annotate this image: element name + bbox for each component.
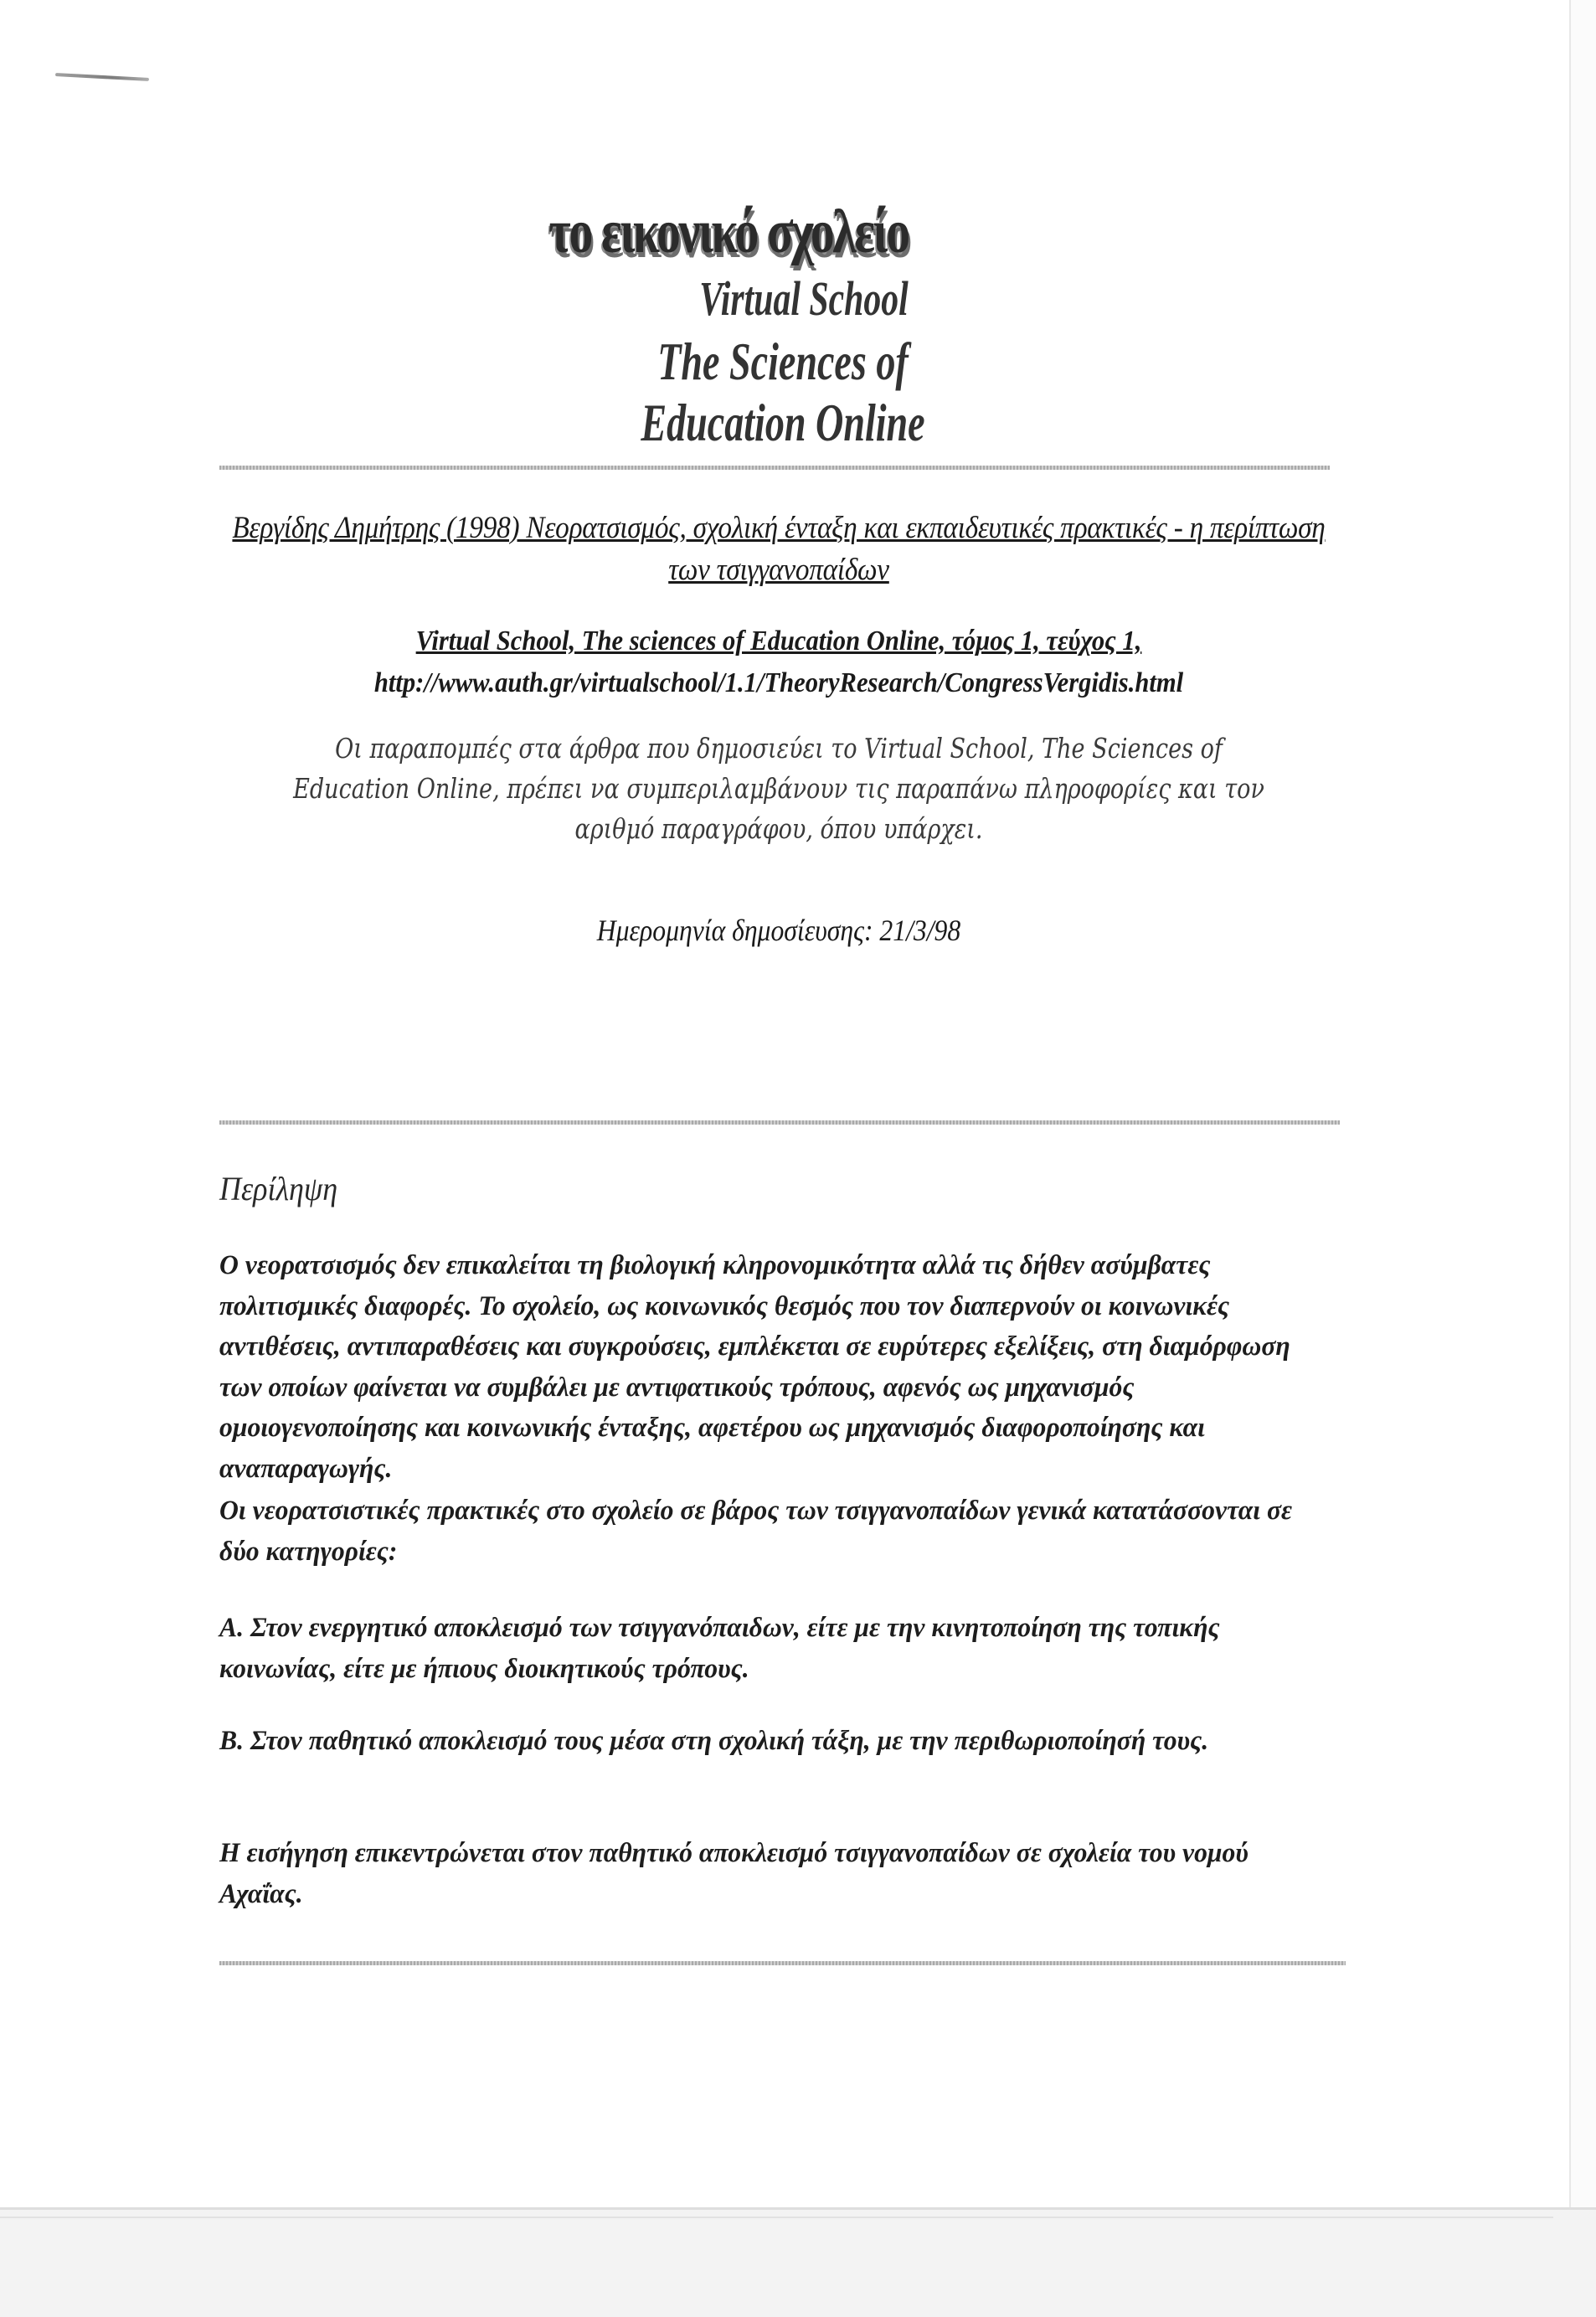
citation-notice: Οι παραπομπές στα άρθρα που δημοσιεύει το Virtual School, The Sciences of Education Online, πρέπει να συμπεριλαμβάνουν τις παραπάνω πληροφορίες και τον αριθμό παραγράφου, όπου υπάρχει. — [293, 732, 1264, 845]
journal-reference — [229, 620, 1329, 704]
article-url[interactable]: http://www.auth.gr/virtualschool/1.1/TheoryResearch/CongressVergidis.html — [373, 667, 1184, 698]
logo-greek-title: το εικονικό σχολείο — [548, 198, 909, 266]
logo-virtual-school: Virtual School — [699, 271, 909, 326]
citation-title: Βεργίδης Δημήτρης (1998) Νεορατσισμός, σχολική ένταξη και εκπαιδευτικές πρακτικές - η περίπτωση των τσιγγανοπαίδων — [232, 511, 1326, 587]
scan-artifact-mark — [55, 73, 149, 81]
abstract-heading: Περίληψη — [219, 1170, 338, 1207]
abstract-paragraph: Οι νεορατσιστικές πρακτικές στο σχολείο σε βάρος των τσιγγανοπαίδων γενικά κατατάσσονται σε δύο κατηγορίες: — [219, 1496, 1293, 1567]
divider-middle — [219, 1120, 1340, 1125]
logo-sciences-of-education: The Sciences of Education Online — [641, 331, 925, 453]
journal-name: Virtual School, The sciences of Education Online, τόμος 1, τεύχος 1, — [415, 626, 1142, 656]
page-right-edge — [1569, 0, 1596, 2207]
publication-date: Ημερομηνία δημοσίευσης: 21/3/98 — [596, 914, 961, 947]
abstract-paragraph-category-a: Α. Στον ενεργητικό αποκλεισμό των τσιγγανόπαιδων, είτε με την κινητοποίηση της τοπικής κοινωνίας, είτε με ήπιους διοικητικούς τρόπους. — [219, 1613, 1220, 1684]
abstract-paragraph-category-b: Β. Στον παθητικό αποκλεισμό τους μέσα στη σχολική τάξη, με την περιθωριοποίησή τους. — [219, 1726, 1209, 1756]
abstract-paragraph: Ο νεορατσισμός δεν επικαλείται τη βιολογική κληρονομικότητα αλλά τις δήθεν ασύμβατες πολιτισμικές διαφορές. Το σχολείο, ως κοινωνικός θεσμός που τον διαπερνούν οι κοινωνικές αντιθέσεις, αντιπαραθέσεις και συγκρούσεις, εμπλέκεται σε ευρύτερες εξελίξεις, στη διαμόρφωση των οποίων φαίνεται να συμβάλει με αντιφατικούς τρόπους, αφενός ως μηχανισμός ομοιογενοποίησης και κοινωνικής ένταξης, αφετέρου ως μηχανισμός διαφοροποίησης και αναπαραγωγής. — [219, 1250, 1290, 1484]
page-bottom-edge — [0, 2207, 1596, 2317]
abstract-paragraph: Η εισήγηση επικεντρώνεται στον παθητικό αποκλεισμό τσιγγανοπαίδων σε σχολεία του νομού Αχαΐας. — [219, 1838, 1248, 1909]
virtual-school-logo — [435, 198, 1072, 454]
divider-top — [219, 466, 1330, 470]
divider-bottom — [219, 1961, 1346, 1965]
